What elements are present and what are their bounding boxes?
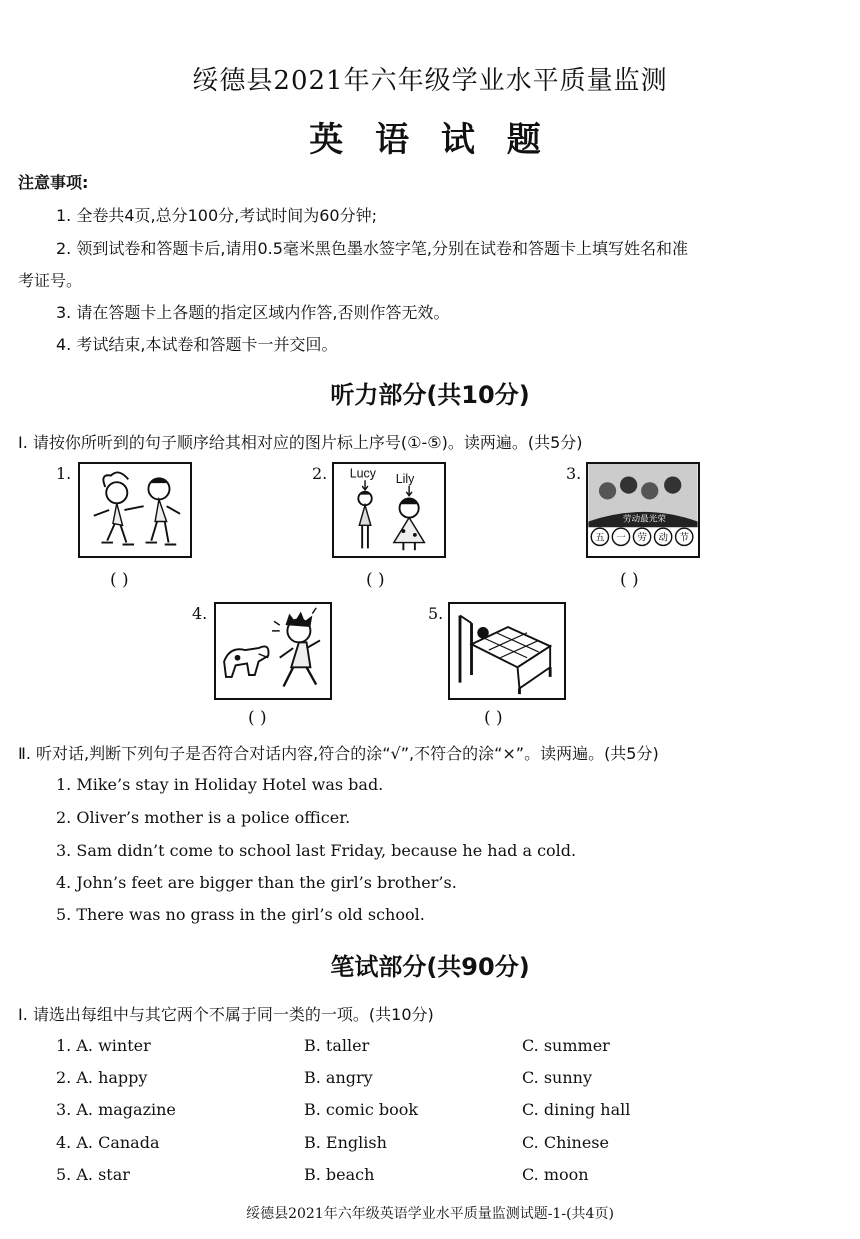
page-footer: 绥德县2021年六年级英语学业水平质量监测试题-1-(共4页)	[246, 1206, 614, 1222]
picture-circle-char: 五	[595, 532, 605, 544]
answer-blank[interactable]: ( )	[248, 708, 267, 728]
exam-title: 绥德县2021年六年级学业水平质量监测	[192, 66, 668, 96]
option-a: 1. A. winter	[56, 1036, 151, 1055]
picture-circle-char: 劳	[637, 532, 647, 544]
picture-circle-char: 动	[658, 532, 668, 544]
statement-item: 4. John’s feet are bigger than the girl’s brother’s.	[56, 873, 457, 892]
note-item-continued: 考证号。	[18, 271, 83, 290]
picture-banner-text: 劳动最光荣	[622, 514, 666, 525]
writing-section-title: 笔试部分(共90分)	[330, 953, 530, 981]
answer-blank[interactable]: ( )	[620, 570, 639, 590]
option-a: 5. A. star	[56, 1165, 130, 1184]
answer-blank[interactable]: ( )	[484, 708, 503, 728]
statement-item: 5. There was no grass in the girl’s old school.	[56, 905, 425, 924]
notes-heading: 注意事项:	[18, 173, 89, 192]
option-c: C. moon	[522, 1165, 589, 1184]
dog-chasing-boy-picture	[214, 602, 332, 700]
listening-part1-heading: Ⅰ. 请按你所听到的句子顺序给其相对应的图片标上序号(①-⑤)。读两遍。(共5分)	[18, 433, 583, 452]
picture-number: 2.	[312, 464, 328, 483]
picture-circle-char: 节	[679, 532, 690, 544]
option-c: C. Chinese	[522, 1133, 609, 1152]
statement-item: 3. Sam didn’t come to school last Friday, because he had a cold.	[56, 841, 577, 860]
picture-number: 4.	[192, 604, 208, 623]
labour-day-picture	[586, 462, 700, 558]
picture-label-lily: Lily	[395, 472, 415, 487]
option-b: B. beach	[304, 1165, 375, 1184]
option-a: 4. A. Canada	[56, 1133, 160, 1152]
option-b: B. angry	[304, 1068, 373, 1087]
answer-blank[interactable]: ( )	[366, 570, 385, 590]
picture-circle-char: 一	[616, 532, 626, 544]
answer-blank[interactable]: ( )	[110, 570, 129, 590]
option-b: B. taller	[304, 1036, 370, 1055]
picture-number: 3.	[566, 464, 582, 483]
picture-label-lucy: Lucy	[349, 466, 376, 481]
two-girls-picture	[332, 462, 446, 558]
option-c: C. dining hall	[522, 1100, 631, 1119]
option-a: 2. A. happy	[56, 1068, 148, 1087]
picture-number: 1.	[56, 464, 72, 483]
listening-part2-heading: Ⅱ. 听对话,判断下列句子是否符合对话内容,符合的涂“√”,不符合的涂“×”。读两遍。(共5分)	[18, 744, 659, 763]
skating-children-picture	[78, 462, 192, 558]
note-item: 3. 请在答题卡上各题的指定区域内作答,否则作答无效。	[56, 303, 450, 322]
listening-section-title: 听力部分(共10分)	[330, 381, 530, 409]
writing-part1-heading: Ⅰ. 请选出每组中与其它两个不属于同一类的一项。(共10分)	[18, 1005, 434, 1024]
option-c: C. summer	[522, 1036, 610, 1055]
statement-item: 1. Mike’s stay in Holiday Hotel was bad.	[56, 775, 384, 794]
option-a: 3. A. magazine	[56, 1100, 176, 1119]
option-b: B. English	[304, 1133, 387, 1152]
option-b: B. comic book	[304, 1100, 419, 1119]
statement-item: 2. Oliver’s mother is a police officer.	[56, 808, 351, 827]
exam-subtitle: 英 语 试 题	[309, 120, 551, 160]
note-item: 2. 领到试卷和答题卡后,请用0.5毫米黑色墨水签字笔,分别在试卷和答题卡上填写姓名和准	[56, 239, 688, 258]
person-in-bed-picture	[448, 602, 566, 700]
picture-number: 5.	[428, 604, 444, 623]
option-c: C. sunny	[522, 1068, 593, 1087]
note-item: 4. 考试结束,本试卷和答题卡一并交回。	[56, 335, 338, 354]
note-item: 1. 全卷共4页,总分100分,考试时间为60分钟;	[56, 206, 377, 225]
